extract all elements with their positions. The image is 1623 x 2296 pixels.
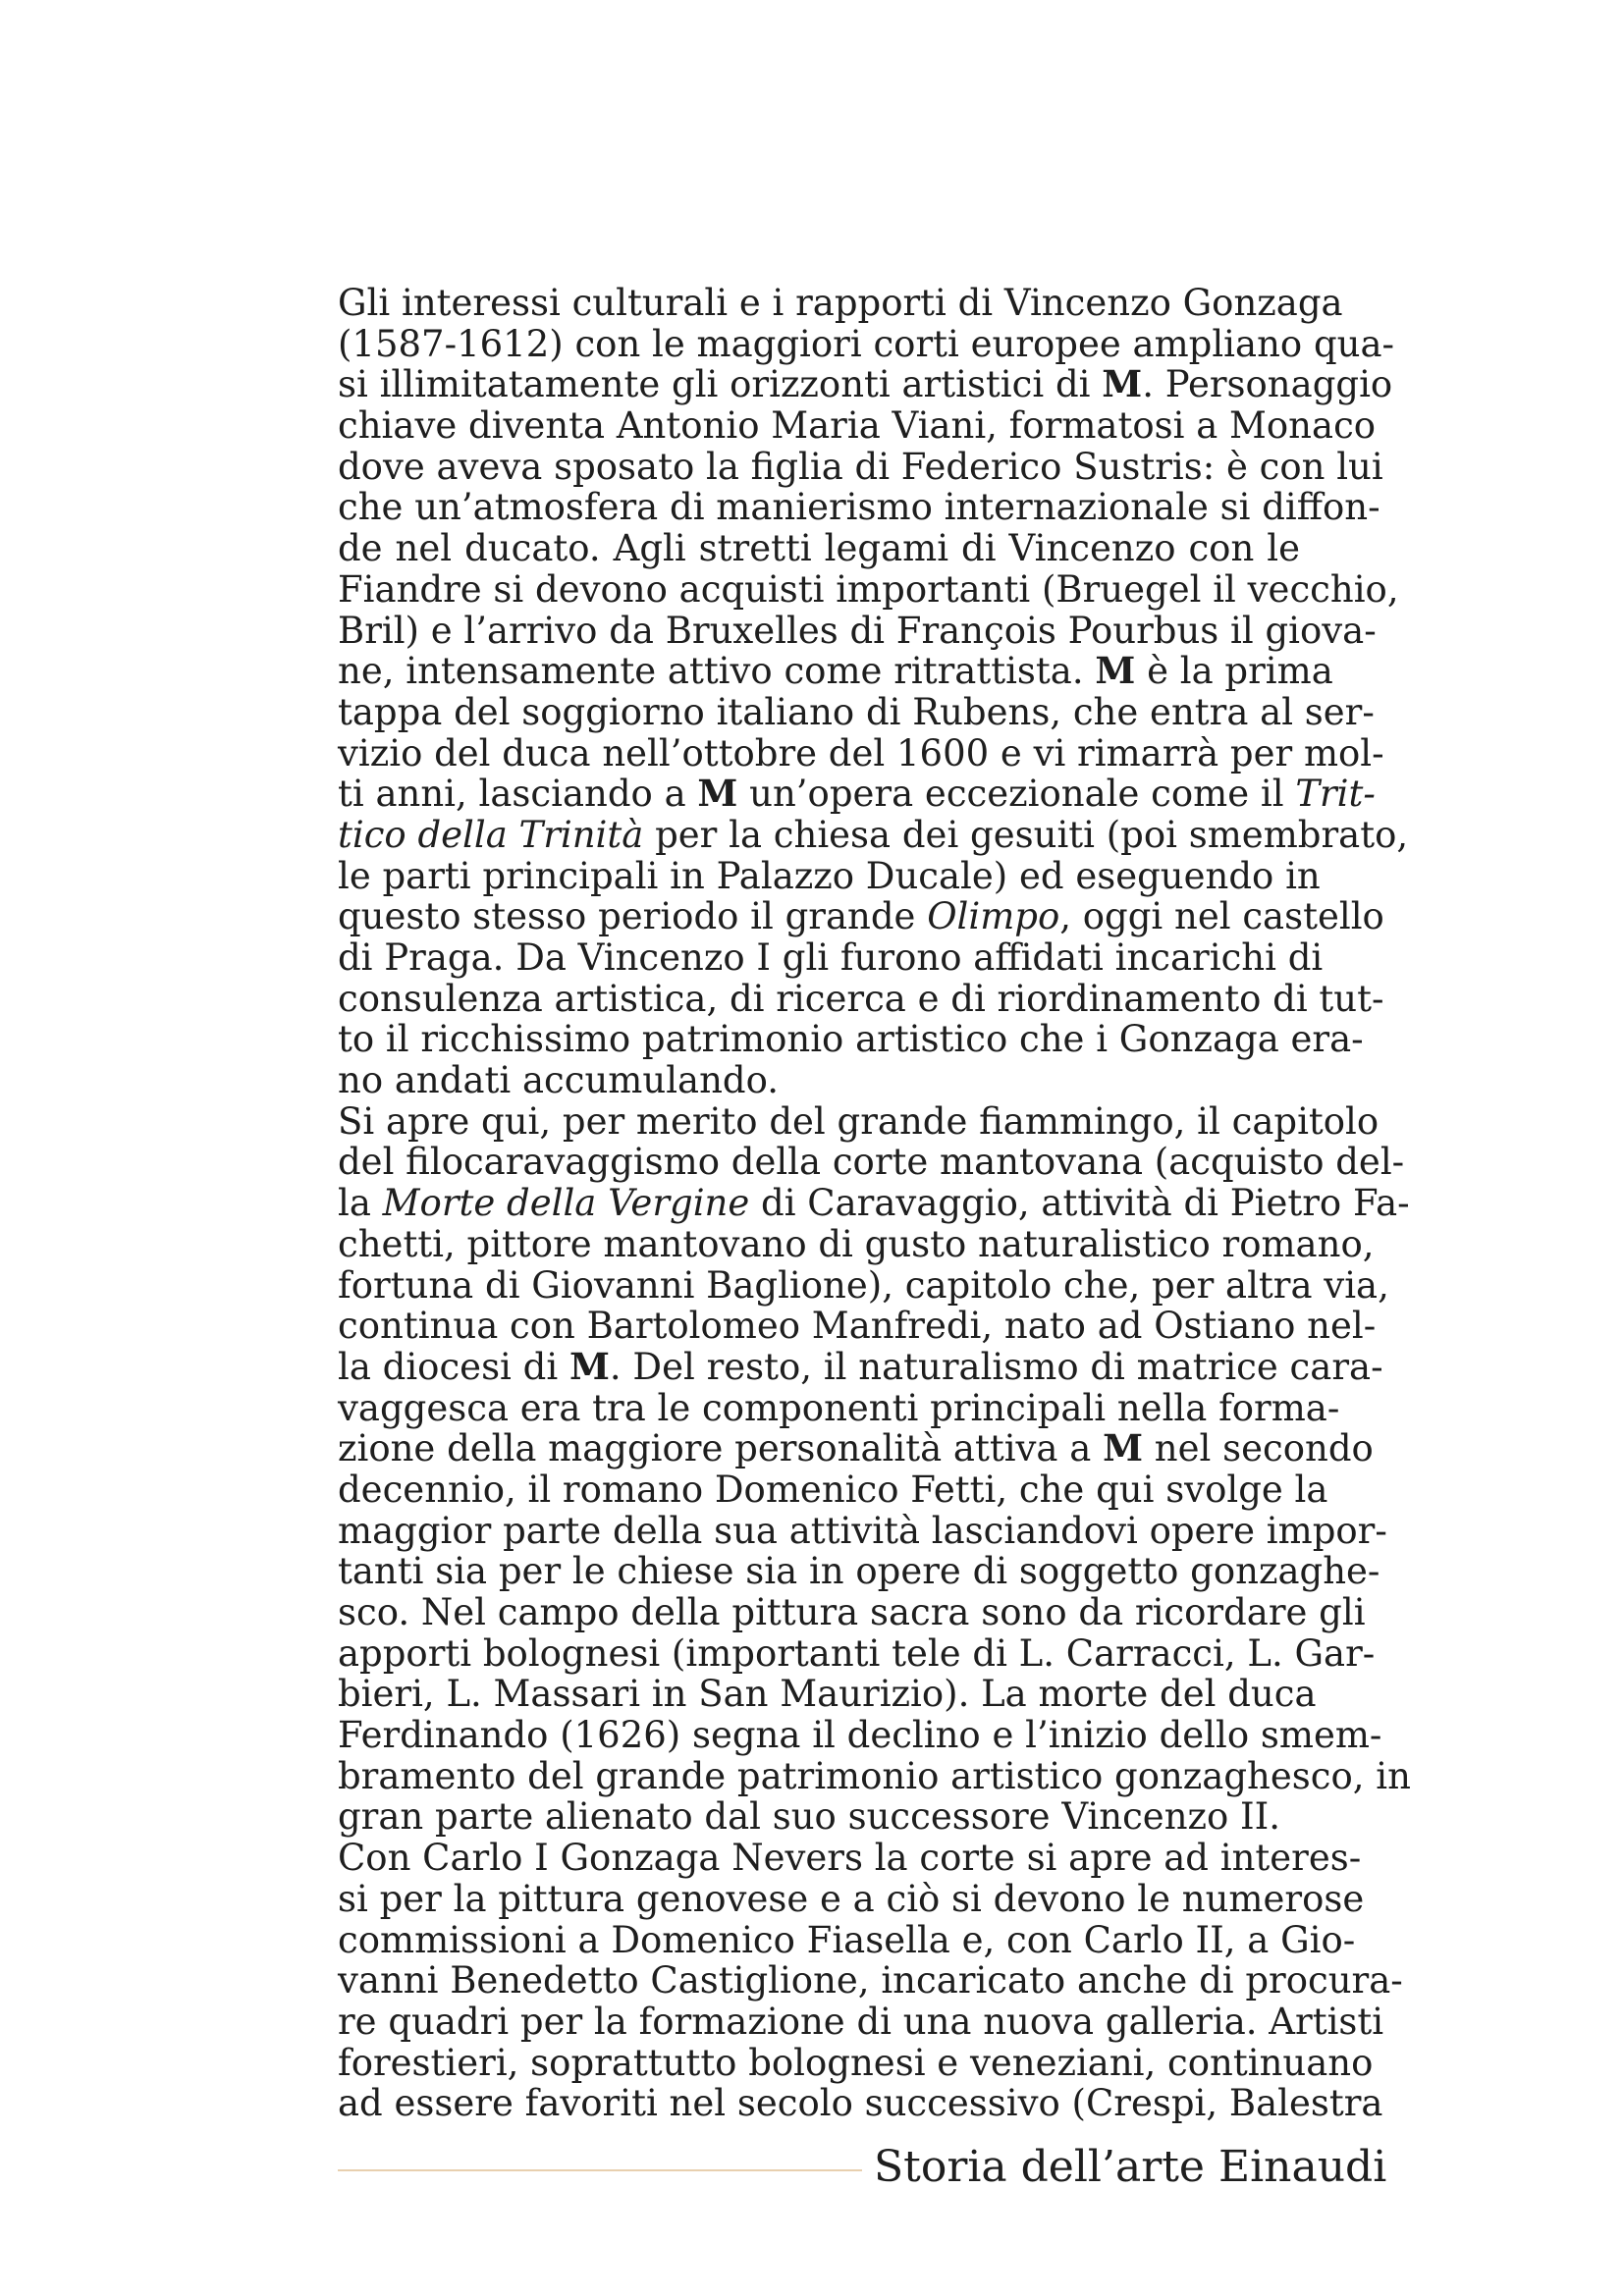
text-line <box>338 936 1324 979</box>
text-line <box>338 1305 1377 1348</box>
text-fragment: ne, intensamente attivo come ritrattista. <box>338 650 1096 693</box>
text-line <box>338 1959 1403 2002</box>
text-fragment: vanni Benedetto Castiglione, incaricato anche di procura- <box>338 1959 1403 2002</box>
text-fragment: Fiandre si devono acquisti importanti (Bruegel il vecchio, <box>338 567 1399 611</box>
text-fragment: . Del resto, il naturalismo di matrice cara- <box>609 1345 1383 1388</box>
text-line <box>338 1182 1410 1225</box>
text-line <box>338 282 1343 324</box>
text-line <box>338 1673 1317 1716</box>
text-fragment: chiave diventa Antonio Maria Viani, formatosi a Monaco <box>338 404 1377 448</box>
text-fragment: commissioni a Domenico Fiasella e, con Carlo II, a Gio- <box>338 1918 1356 1961</box>
text-fragment: del filocaravaggismo della corte mantovana (acquisto del- <box>338 1141 1405 1184</box>
text-fragment: maggior parte della sua attività lasciandovi opere impor- <box>338 1509 1387 1552</box>
text-fragment: continua con Bartolomeo Manfredi, nato ad Ostiano nel- <box>338 1305 1377 1348</box>
text-fragment: zione della maggiore personalità attiva a <box>338 1427 1104 1470</box>
text-fragment: Si apre qui, per merito del grande fiammingo, il capitolo <box>338 1099 1380 1143</box>
text-line <box>338 322 1395 365</box>
text-fragment: di Caravaggio, attività di Pietro Fa- <box>749 1182 1410 1225</box>
text-line <box>338 977 1384 1020</box>
text-line <box>338 895 1384 938</box>
body-text <box>338 282 1411 2125</box>
text-line <box>338 445 1383 488</box>
text-line <box>338 813 1409 856</box>
text-fragment: decennio, il romano Domenico Fetti, che qui svolge la <box>338 1468 1328 1511</box>
bold-abbrev: M <box>1102 362 1143 406</box>
text-line <box>338 1426 1374 1470</box>
text-fragment: no andati accumulando. <box>338 1059 780 1102</box>
text-fragment: vizio del duca nell’ottobre del 1600 e vi rimarrà per mol- <box>338 731 1384 774</box>
text-fragment: to il ricchissimo patrimonio artistico che i Gonzaga era- <box>338 1018 1364 1061</box>
text-line <box>338 1714 1382 1757</box>
text-line <box>338 1591 1366 1633</box>
text-fragment: che un’atmosfera di manierismo internazionale si diffon- <box>338 486 1380 529</box>
text-line <box>338 1468 1328 1511</box>
footer-title: Storia dell’arte Einaudi <box>874 2142 1387 2192</box>
text-fragment: chetti, pittore mantovano di gusto naturalistico romano, <box>338 1222 1375 1265</box>
text-fragment: bramento del grande patrimonio artistico gonzaghesco, in <box>338 1754 1411 1797</box>
text-fragment: si per la pittura genovese e a ciò si devono le numerose <box>338 1877 1365 1920</box>
footer-rule <box>338 2169 862 2171</box>
text-line <box>338 1018 1364 1061</box>
text-fragment: de nel ducato. Agli stretti legami di Vincenzo con le <box>338 527 1300 570</box>
text-fragment: nel secondo <box>1143 1427 1374 1470</box>
bold-abbrev: M <box>568 1344 610 1388</box>
italic-title: Trit- <box>1295 773 1376 816</box>
text-line <box>338 690 1375 733</box>
text-fragment: Con Carlo I Gonzaga Nevers la corte si apre ad interes- <box>338 1837 1362 1880</box>
text-fragment: consulenza artistica, di ricerca e di riordinamento di tut- <box>338 977 1384 1020</box>
text-fragment: re quadri per la formazione di una nuova galleria. Artisti <box>338 2000 1384 2043</box>
text-line <box>338 1550 1380 1593</box>
text-line <box>338 1754 1411 1797</box>
text-fragment: Ferdinando (1626) segna il declino e l’inizio dello smem- <box>338 1714 1382 1757</box>
text-line <box>338 362 1393 406</box>
text-line <box>338 528 1300 569</box>
text-fragment: tappa del soggiorno italiano di Rubens, che entra al ser- <box>338 690 1375 733</box>
text-line <box>338 404 1377 448</box>
text-fragment: un’opera eccezionale come il <box>737 773 1296 816</box>
text-line <box>338 1141 1405 1184</box>
text-line <box>338 1386 1340 1429</box>
text-fragment: fortuna di Giovanni Baglione), capitolo che, per altra via, <box>338 1263 1389 1307</box>
text-fragment: (1587-1612) con le maggiori corti europee ampliano qua- <box>338 322 1395 365</box>
text-line <box>338 1099 1380 1143</box>
text-line <box>338 486 1380 529</box>
text-fragment: . Personaggio <box>1142 363 1393 406</box>
bold-abbrev: M <box>1103 1426 1144 1470</box>
text-fragment: ad essere favoriti nel secolo successivo (Crespi, Balestra <box>338 2082 1383 2125</box>
text-fragment: gran parte alienato dal suo successore Vincenzo II. <box>338 1795 1281 1839</box>
text-fragment: dove aveva sposato la figlia di Federico Sustris: è con lui <box>338 445 1383 488</box>
text-fragment: la diocesi di <box>338 1345 569 1388</box>
text-line <box>338 1877 1365 1920</box>
text-fragment: ti anni, lasciando a <box>338 773 698 816</box>
text-line <box>338 649 1333 693</box>
text-line <box>338 1631 1376 1675</box>
text-line <box>338 1918 1356 1961</box>
text-line <box>338 772 1376 816</box>
text-line <box>338 609 1377 652</box>
text-fragment: tanti sia per le chiese sia in opere di soggetto gonzaghe- <box>338 1550 1380 1593</box>
text-fragment: Gli interessi culturali e i rapporti di Vincenzo Gonzaga <box>338 282 1343 324</box>
text-line <box>338 1344 1383 1388</box>
text-fragment: Bril) e l’arrivo da Bruxelles di François Pourbus il giova- <box>338 609 1377 652</box>
text-fragment: sco. Nel campo della pittura sacra sono da ricordare gli <box>338 1591 1366 1633</box>
italic-title: Morte della Vergine <box>382 1182 750 1225</box>
text-line <box>338 1796 1300 1838</box>
text-line <box>338 1837 1362 1880</box>
text-line <box>338 1060 1300 1101</box>
text-fragment: per la chiesa dei gesuiti (poi smembrato, <box>643 813 1409 856</box>
bold-abbrev: M <box>697 772 738 816</box>
text-fragment: , oggi nel castello <box>1059 895 1384 938</box>
italic-title: tico della Trinità <box>338 813 644 856</box>
text-fragment: le parti principali in Palazzo Ducale) ed eseguendo in <box>338 854 1321 897</box>
text-fragment: bieri, L. Massari in San Maurizio). La morte del duca <box>338 1673 1317 1716</box>
text-fragment: vaggesca era tra le componenti principali nella forma- <box>338 1386 1340 1429</box>
text-fragment: è la prima <box>1135 650 1333 693</box>
text-fragment: si illimitatamente gli orizzonti artistici di <box>338 363 1103 406</box>
text-line <box>338 2041 1374 2084</box>
text-line <box>338 731 1384 774</box>
text-line <box>338 1222 1375 1265</box>
italic-title: Olimpo <box>927 895 1060 938</box>
text-fragment: forestieri, soprattutto bolognesi e veneziani, continuano <box>338 2041 1374 2084</box>
text-line <box>338 1509 1387 1552</box>
text-fragment: la <box>338 1182 383 1225</box>
text-fragment: apporti bolognesi (importanti tele di L. Carracci, L. Gar- <box>338 1631 1376 1675</box>
text-fragment: questo stesso periodo il grande <box>338 895 928 938</box>
text-fragment: di Praga. Da Vincenzo I gli furono affidati incarichi di <box>338 936 1324 979</box>
text-line <box>338 2000 1384 2043</box>
text-line <box>338 2082 1383 2125</box>
bold-abbrev: M <box>1095 649 1136 693</box>
text-line <box>338 567 1399 611</box>
text-line <box>338 1263 1389 1307</box>
text-line <box>338 854 1321 897</box>
